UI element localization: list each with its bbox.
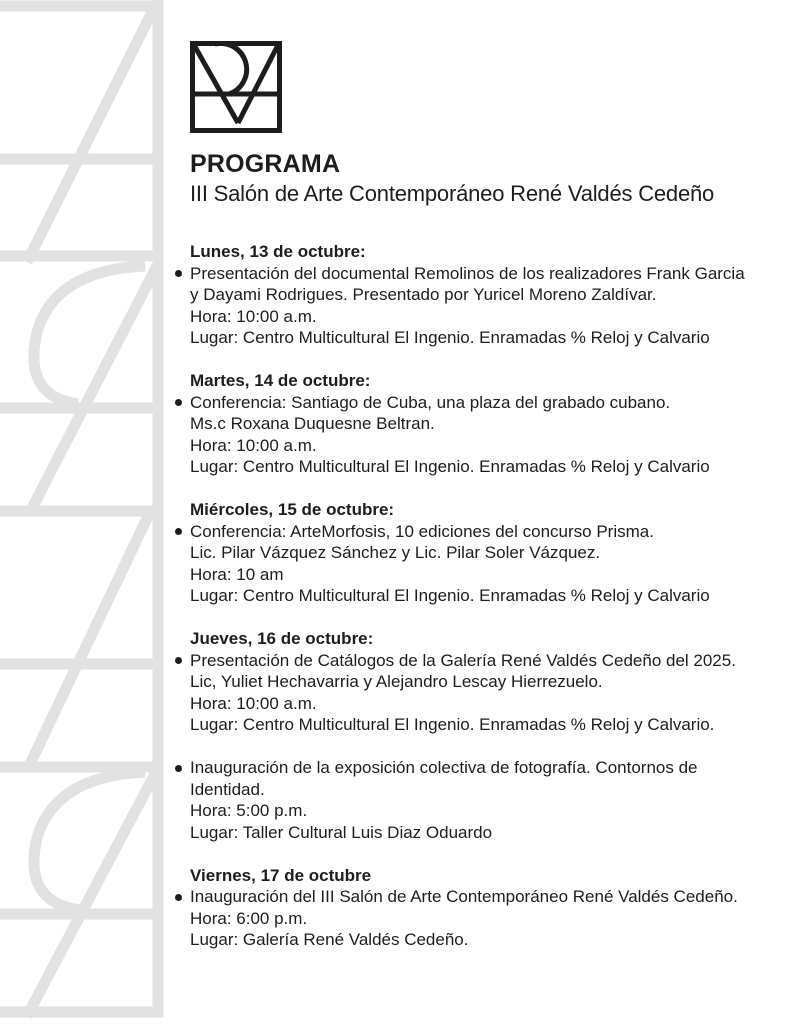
event-line: Conferencia: ArteMorfosis, 10 ediciones del concurso Prisma.	[190, 521, 775, 543]
event-item	[190, 392, 775, 478]
content	[190, 41, 775, 972]
event-line: Lic. Pilar Vázquez Sánchez y Lic. Pilar Soler Vázquez.	[190, 543, 601, 562]
event-line: y Dayami Rodrigues. Presentado por Yuricel Moreno Zaldívar.	[190, 285, 657, 304]
event-lines	[190, 757, 775, 843]
schedule	[190, 241, 775, 951]
event-line: Identidad.	[190, 779, 265, 799]
event-lines	[190, 521, 775, 607]
bullet-dot-icon	[175, 528, 182, 535]
bullet-dot-icon	[175, 270, 182, 277]
day-events	[190, 392, 775, 478]
event-line: Ms.c Roxana Duquesne Beltran.	[190, 414, 435, 433]
event-line: Hora: 10 am	[190, 564, 284, 584]
day-events	[190, 263, 775, 349]
event-item	[190, 263, 775, 349]
event-item	[190, 757, 775, 843]
event-item	[190, 521, 775, 607]
event-line: Hora: 10:00 a.m.	[190, 435, 317, 455]
event-lines	[190, 650, 775, 736]
event-lines	[190, 263, 775, 349]
event-line: Lugar: Centro Multicultural El Ingenio. Enramadas % Reloj y Calvario	[190, 328, 710, 347]
day-header: Martes, 14 de octubre:	[190, 371, 371, 390]
day-header: Miércoles, 15 de octubre:	[190, 500, 395, 519]
event-line: Lic, Yuliet Hechavarria y Alejandro Lescay Hierrezuelo.	[190, 672, 603, 691]
event-line: Lugar: Centro Multicultural El Ingenio. Enramadas % Reloj y Calvario	[190, 586, 710, 605]
page-title: PROGRAMA	[190, 150, 341, 178]
letterform-pattern-icon	[0, 0, 170, 1024]
event-line: Conferencia: Santiago de Cuba, una plaza del grabado cubano.	[190, 392, 775, 414]
bullet-dot-icon	[175, 894, 182, 901]
page-subtitle: III Salón de Arte Contemporáneo René Valdés Cedeño	[190, 181, 715, 206]
event-line: Inauguración del III Salón de Arte Contemporáneo René Valdés Cedeño.	[190, 886, 775, 908]
day-block	[190, 499, 775, 607]
event-line: Inauguración de la exposición colectiva de fotografía. Contornos de	[190, 757, 775, 779]
event-line: Presentación de Catálogos de la Galería René Valdés Cedeño del 2025.	[190, 650, 775, 672]
day-block	[190, 370, 775, 478]
day-block	[190, 241, 775, 349]
event-line: Hora: 6:00 p.m.	[190, 908, 308, 928]
bullet-dot-icon	[175, 657, 182, 664]
event-line: Lugar: Centro Multicultural El Ingenio. Enramadas % Reloj y Calvario	[190, 457, 710, 476]
bullet-dot-icon	[175, 399, 182, 406]
event-item	[190, 650, 775, 736]
day-header: Jueves, 16 de octubre:	[190, 629, 374, 648]
event-line: Hora: 10:00 a.m.	[190, 306, 317, 326]
rv-monogram-logo-icon	[190, 41, 282, 133]
day-events	[190, 650, 775, 844]
bullet-dot-icon	[175, 765, 182, 772]
day-block	[190, 628, 775, 843]
event-line: Lugar: Galería René Valdés Cedeño.	[190, 930, 469, 949]
event-lines	[190, 392, 775, 478]
event-line: Presentación del documental Remolinos de los realizadores Frank Garcia	[190, 263, 775, 285]
day-events	[190, 886, 775, 951]
event-item	[190, 886, 775, 951]
event-line: Hora: 10:00 a.m.	[190, 693, 317, 713]
event-lines	[190, 886, 775, 951]
event-line: Hora: 5:00 p.m.	[190, 801, 308, 820]
event-line: Lugar: Taller Cultural Luis Diaz Oduardo	[190, 822, 493, 842]
day-header: Lunes, 13 de octubre:	[190, 242, 366, 261]
day-header: Viernes, 17 de octubre	[190, 865, 372, 885]
day-block	[190, 865, 775, 951]
event-line: Lugar: Centro Multicultural El Ingenio. Enramadas % Reloj y Calvario.	[190, 715, 715, 734]
day-events	[190, 521, 775, 607]
